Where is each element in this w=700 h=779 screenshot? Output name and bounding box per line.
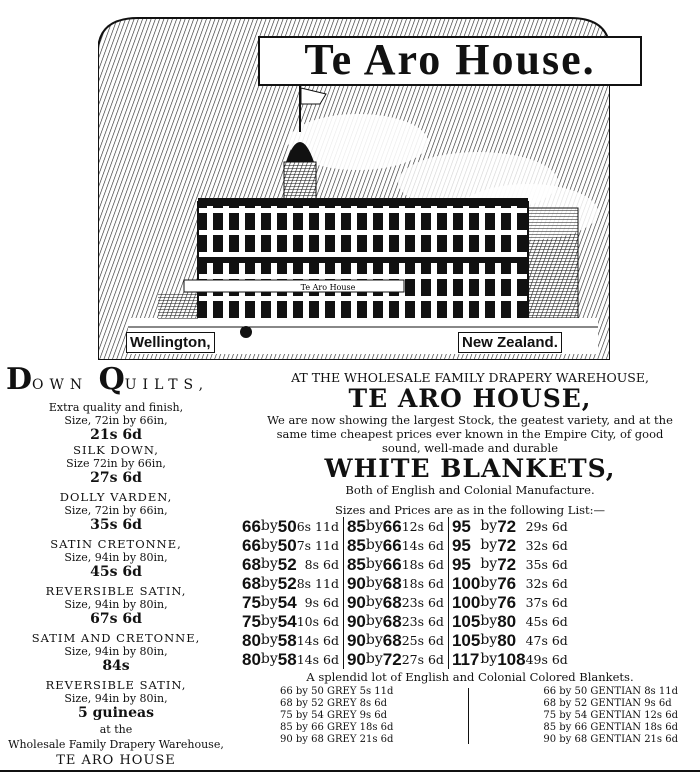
gentian-blanket-line: 68 by 52 GENTIAN 9s 6d (543, 698, 672, 709)
size-length: 90 (343, 650, 365, 669)
footer-store-name: TE ARO HOUSE (56, 753, 176, 768)
quilt-size: Size, 94in by 80in, (64, 598, 168, 611)
blanket-price-table (242, 517, 572, 669)
quilt-name: DOLLY VARDEN, (59, 490, 173, 504)
size-width: 66 (382, 517, 402, 536)
by-word: by (365, 613, 383, 629)
size-length: 85 (343, 517, 365, 536)
size-width: 80 (497, 631, 517, 650)
size-width: 76 (497, 593, 517, 612)
size-length: 100 (448, 593, 480, 612)
quilt-size: Size, 94in by 80in, (64, 645, 168, 658)
size-length: 95 (448, 536, 480, 555)
colored-intro: A splendid lot of English and Colonial Colored Blankets. (306, 670, 634, 684)
building-sign: Te Aro House (300, 283, 356, 292)
manufacture-line: Both of English and Colonial Manufacture. (345, 483, 595, 497)
size-length: 68 (242, 574, 261, 593)
grey-blanket-line: 85 by 66 GREY 18s 6d (280, 722, 394, 733)
size-length: 80 (242, 631, 261, 650)
size-length: 85 (343, 555, 365, 574)
size-width: 68 (382, 593, 402, 612)
size-length: 95 (448, 555, 480, 574)
blanket-price: 37s 6d (525, 595, 568, 610)
gentian-blanket-line: 75 by 54 GENTIAN 12s 6d (543, 710, 678, 721)
price-row (242, 650, 572, 669)
blanket-price: 7s 11d (296, 538, 339, 553)
by-word: by (365, 632, 383, 648)
blanket-price: 8s 11d (296, 576, 339, 591)
by-word: by (365, 556, 383, 572)
gentian-blanket-line: 90 by 68 GENTIAN 21s 6d (543, 734, 678, 745)
body-line-1: We are now showing the largest Stock, the geatest variety, and at the (267, 413, 673, 427)
grey-blanket-line: 75 by 54 GREY 9s 6d (280, 710, 388, 721)
quilt-name: Extra quality and finish, (48, 401, 184, 414)
by-word: by (260, 651, 278, 667)
price-row (242, 536, 572, 555)
by-word: by (480, 594, 498, 610)
warehouse-line: AT THE WHOLESALE FAMILY DRAPERY WAREHOUSE, (291, 370, 649, 385)
gentian-blanket-line: 66 by 50 GENTIAN 8s 11d (543, 686, 678, 697)
price-row (242, 612, 572, 631)
price-row (242, 593, 572, 612)
blanket-price: 23s 6d (401, 595, 444, 610)
quilt-price: 84s (102, 658, 130, 674)
price-row (242, 631, 572, 650)
blanket-price: 18s 6d (401, 576, 444, 591)
quilt-item (0, 537, 232, 580)
blanket-price: 8s 6d (304, 557, 339, 572)
by-word: by (260, 594, 278, 610)
size-width: 54 (277, 612, 297, 631)
blanket-price: 23s 6d (401, 614, 444, 629)
by-word: by (365, 575, 383, 591)
by-word: by (365, 518, 383, 534)
quilt-price: 67s 6d (90, 611, 142, 627)
size-width: 72 (497, 517, 517, 536)
size-width: 66 (382, 536, 402, 555)
quilt-name: SATIM AND CRETONNE, (31, 631, 201, 645)
blanket-price: 25s 6d (401, 633, 444, 648)
quilt-item (0, 443, 232, 486)
heading-own: OWN (32, 377, 89, 393)
size-width: 68 (382, 612, 402, 631)
blanket-price: 14s 6d (296, 652, 339, 667)
quilt-item (0, 490, 232, 533)
size-width: 52 (277, 574, 297, 593)
store-name: TE ARO HOUSE, (348, 384, 592, 413)
size-width: 72 (497, 555, 517, 574)
quilt-size: Size, 94in by 80in, (64, 692, 168, 705)
blanket-price: 49s 6d (525, 652, 568, 667)
list-divider (468, 688, 469, 744)
size-width: 58 (277, 650, 297, 669)
size-length: 105 (448, 612, 480, 631)
blanket-price: 9s 6d (304, 595, 339, 610)
blanket-price: 10s 6d (296, 614, 339, 629)
quilt-price: 5 guineas (78, 705, 154, 721)
size-length: 66 (242, 536, 261, 555)
size-width: 68 (382, 631, 402, 650)
size-width: 108 (497, 650, 526, 669)
blanket-price: 12s 6d (401, 519, 444, 534)
grey-blankets-list (280, 686, 393, 746)
by-word: by (260, 632, 278, 648)
by-word: by (260, 537, 278, 553)
size-length: 66 (242, 517, 261, 536)
size-length: 100 (448, 574, 480, 593)
by-word: by (365, 651, 383, 667)
size-width: 80 (497, 612, 517, 631)
caption-new-zealand: New Zealand. (458, 332, 562, 353)
body-line-2: same time cheapest prices ever known in the Empire City, of good (276, 427, 664, 441)
quilt-price: 35s 6d (90, 517, 142, 533)
by-word: by (260, 518, 278, 534)
heading-initial-d: D (6, 362, 33, 397)
down-quilts-heading (0, 362, 232, 397)
quilt-price: 21s 6d (90, 427, 142, 443)
quilt-size: Size, 72in by 66in, (64, 414, 168, 427)
engraving-title: Te Aro House. (258, 36, 642, 86)
size-width: 76 (497, 574, 517, 593)
quilt-size: Size 72in by 66in, (66, 457, 166, 470)
bottom-rule (0, 770, 700, 772)
quilt-item (0, 584, 232, 627)
size-width: 58 (277, 631, 297, 650)
quilt-price: 45s 6d (90, 564, 142, 580)
building-engraving (98, 12, 610, 360)
quilt-price: 27s 6d (90, 470, 142, 486)
size-length: 75 (242, 593, 261, 612)
quilt-name: REVERSIBLE SATIN, (45, 678, 187, 692)
size-width: 52 (277, 555, 297, 574)
blanket-price: 14s 6d (401, 538, 444, 553)
size-length: 75 (242, 612, 261, 631)
blanket-price: 47s 6d (525, 633, 568, 648)
grey-blanket-line: 66 by 50 GREY 5s 11d (280, 686, 394, 697)
quilt-name: SATIN CRETONNE, (50, 537, 182, 551)
price-row (242, 555, 572, 574)
size-width: 72 (497, 536, 517, 555)
size-length: 68 (242, 555, 261, 574)
by-word: by (480, 556, 498, 572)
by-word: by (480, 537, 498, 553)
size-length: 105 (448, 631, 480, 650)
by-word: by (480, 632, 498, 648)
size-width: 50 (277, 536, 297, 555)
size-length: 90 (343, 631, 365, 650)
size-width: 66 (382, 555, 402, 574)
blanket-price: 27s 6d (401, 652, 444, 667)
size-length: 80 (242, 650, 261, 669)
quilt-size: Size, 72in by 66in, (64, 504, 168, 517)
quilt-item (0, 401, 232, 443)
gentian-blanket-line: 85 by 66 GENTIAN 18s 6d (543, 722, 678, 733)
by-word: by (480, 651, 498, 667)
by-word: by (480, 575, 498, 591)
quilt-name: REVERSIBLE SATIN, (45, 584, 187, 598)
blanket-price: 14s 6d (296, 633, 339, 648)
by-word: by (365, 594, 383, 610)
blanket-price: 18s 6d (401, 557, 444, 572)
by-word: by (480, 518, 498, 534)
gentian-blankets-list (543, 686, 678, 746)
size-width: 50 (277, 517, 297, 536)
grey-blanket-line: 68 by 52 GREY 8s 6d (280, 698, 388, 709)
blanket-price: 32s 6d (525, 538, 568, 553)
footer-warehouse: Wholesale Family Drapery Warehouse, (8, 738, 224, 751)
blanket-price: 6s 11d (296, 519, 339, 534)
quilt-item (0, 631, 232, 674)
size-length: 90 (343, 593, 365, 612)
size-length: 85 (343, 536, 365, 555)
size-width: 72 (382, 650, 402, 669)
white-blankets-headline: WHITE BLANKETS, (324, 454, 616, 483)
by-word: by (365, 537, 383, 553)
by-word: by (480, 613, 498, 629)
quilt-name: SILK DOWN, (73, 443, 159, 457)
size-length: 117 (448, 650, 480, 669)
down-quilts-column (0, 362, 232, 768)
blanket-price: 45s 6d (525, 614, 568, 629)
grey-blanket-line: 90 by 68 GREY 21s 6d (280, 734, 394, 745)
quilt-item (0, 678, 232, 721)
body-line-3: sound, well-made and durable (381, 441, 559, 455)
size-width: 68 (382, 574, 402, 593)
blanket-price: 29s 6d (525, 519, 568, 534)
blanket-price: 35s 6d (525, 557, 568, 572)
quilt-size: Size, 94in by 80in, (64, 551, 168, 564)
by-word: by (260, 575, 278, 591)
by-word: by (260, 613, 278, 629)
footer-at: at the (99, 723, 133, 736)
size-width: 54 (277, 593, 297, 612)
blanket-price: 32s 6d (525, 576, 568, 591)
list-intro: Sizes and Prices are as in the following List:— (334, 503, 606, 517)
price-row (242, 574, 572, 593)
size-length: 90 (343, 574, 365, 593)
size-length: 90 (343, 612, 365, 631)
blankets-column (240, 370, 700, 746)
heading-initial-q: Q (98, 362, 125, 397)
size-length: 95 (448, 517, 480, 536)
caption-wellington: Wellington, (126, 332, 215, 353)
by-word: by (260, 556, 278, 572)
heading-uilts: UILTS, (124, 377, 210, 393)
price-row (242, 517, 572, 536)
